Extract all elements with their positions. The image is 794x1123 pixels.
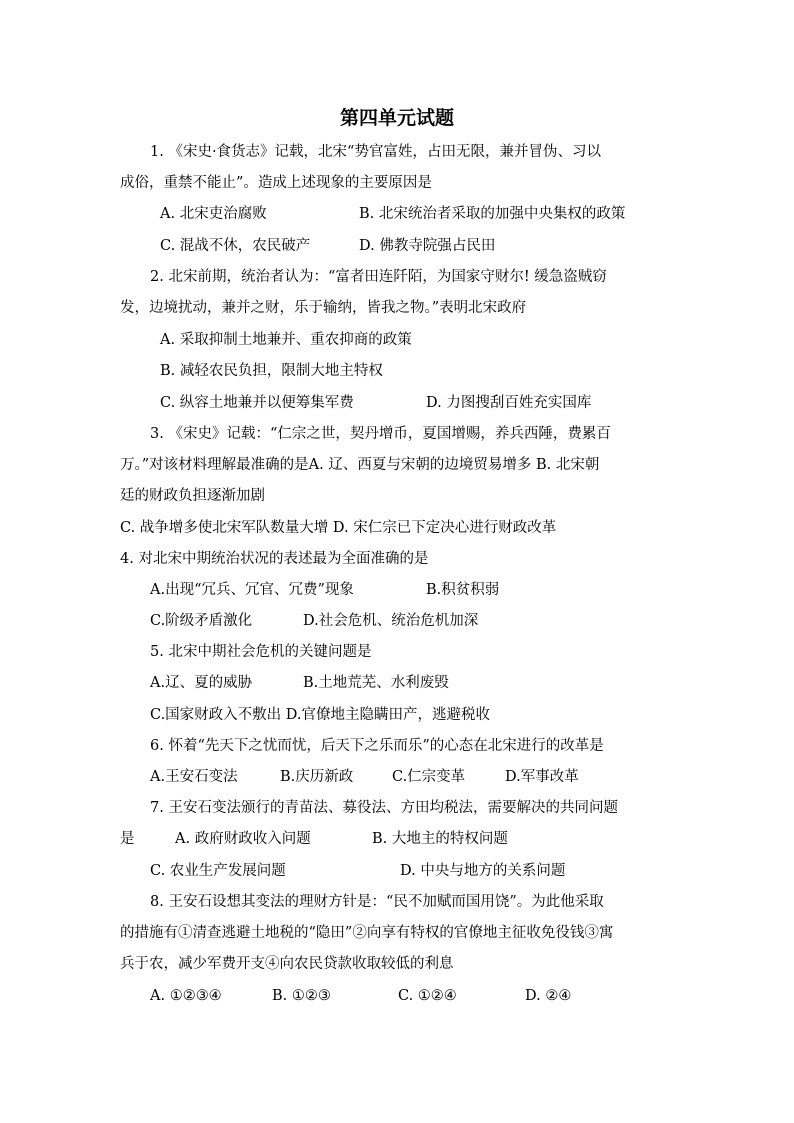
q7-option-a: A. 政府财政收入问题 — [175, 831, 311, 847]
q7-stem-line2: 是 — [120, 831, 135, 847]
q3-options-cd: C. 战争增多使北宋军队数量大增 D. 宋仁宗已下定决心进行财政改革 — [120, 520, 557, 536]
q8-option-a: A. ①②③④ — [150, 988, 222, 1004]
q7-option-b: B. 大地主的特权问题 — [372, 831, 508, 847]
q3-stem-line1: 3. 《宋史》记载：“仁宗之世，契丹增币，夏国增赐，养兵西陲，费累百 — [150, 426, 611, 442]
q6-option-b: B.庆历新政 — [280, 769, 354, 785]
q4-option-d: D.社会危机、统治危机加深 — [303, 613, 479, 629]
q4-option-c: C.阶级矛盾激化 — [150, 613, 253, 629]
q1-stem-line1: 1. 《宋史·食货志》记载，北宋“势官富姓，占田无限，兼并冒伪、习以 — [150, 144, 601, 160]
q6-option-d: D.军事改革 — [505, 769, 579, 785]
q7-option-d: D. 中央与地方的关系问题 — [400, 863, 566, 879]
q8-option-c: C. ①②④ — [398, 988, 457, 1004]
q5-option-a: A.辽、夏的威胁 — [150, 675, 253, 691]
q1-option-a: A. 北宋吏治腐败 — [160, 206, 267, 222]
q1-option-d: D. 佛教寺院强占民田 — [359, 238, 496, 254]
q2-option-a: A. 采取抑制土地兼并、重农抑商的政策 — [160, 332, 412, 348]
q6-stem: 6. 怀着“先天下之忧而忧，后天下之乐而乐”的心态在北宋进行的改革是 — [150, 738, 604, 754]
q8-stem-line1: 8. 王安石设想其变法的理财方针是：“民不加赋而国用饶”。为此他采取 — [150, 894, 604, 910]
q4-option-a: A.出现“冗兵、冗官、冗费”现象 — [150, 582, 354, 598]
q3-stem-line3: 廷的财政负担逐渐加剧 — [120, 488, 265, 504]
q1-option-b: B. 北宋统治者采取的加强中央集权的政策 — [359, 206, 626, 222]
page-title: 第四单元试题 — [339, 107, 454, 129]
q5-stem: 5. 北宋中期社会危机的关键问题是 — [150, 644, 372, 660]
q8-stem-line2: 的措施有①清查逃避土地税的“隐田”②向享有特权的官僚地主征收免役钱③寓 — [120, 925, 614, 941]
q4-option-b: B.积贫积弱 — [426, 582, 500, 598]
q1-stem-line2: 成俗，重禁不能止”。造成上述现象的主要原因是 — [120, 175, 432, 191]
q2-option-c: C. 纵容土地兼并以便筹集军费 — [160, 395, 354, 411]
q6-option-c: C.仁宗变革 — [392, 769, 466, 785]
q3-stem-line2: 万。”对该材料理解最准确的是A. 辽、西夏与宋朝的边境贸易增多 B. 北宋朝 — [120, 457, 600, 473]
q2-stem-line1: 2. 北宋前期，统治者认为：“富者田连阡陌，为国家守财尔! 缓急盗贼窃 — [150, 269, 607, 285]
q8-option-b: B. ①②③ — [272, 988, 331, 1004]
q2-stem-line2: 发，边境扰动，兼并之财，乐于输纳，皆我之物。”表明北宋政府 — [120, 300, 527, 316]
q7-stem-line1: 7. 王安石变法颁行的青苗法、募役法、方田均税法，需要解决的共同问题 — [150, 800, 618, 816]
q7-option-c: C. 农业生产发展问题 — [150, 863, 286, 879]
q1-option-c: C. 混战不休，农民破产 — [160, 238, 311, 254]
q5-options-cd: C.国家财政入不敷出 D.官僚地主隐瞒田产，逃避税收 — [150, 707, 491, 723]
q2-option-b: B. 减轻农民负担，限制大地主特权 — [160, 363, 383, 379]
q5-option-b: B.土地荒芜、水利废毁 — [303, 675, 449, 691]
q8-stem-line3: 兵于农，减少军费开支④向农民贷款收取较低的利息 — [120, 956, 454, 972]
q8-option-d: D. ②④ — [525, 988, 572, 1004]
q6-option-a: A.王安石变法 — [150, 769, 238, 785]
q4-stem: 4. 对北宋中期统治状况的表述最为全面准确的是 — [120, 551, 429, 567]
q2-option-d: D. 力图搜刮百姓充实国库 — [426, 395, 592, 411]
